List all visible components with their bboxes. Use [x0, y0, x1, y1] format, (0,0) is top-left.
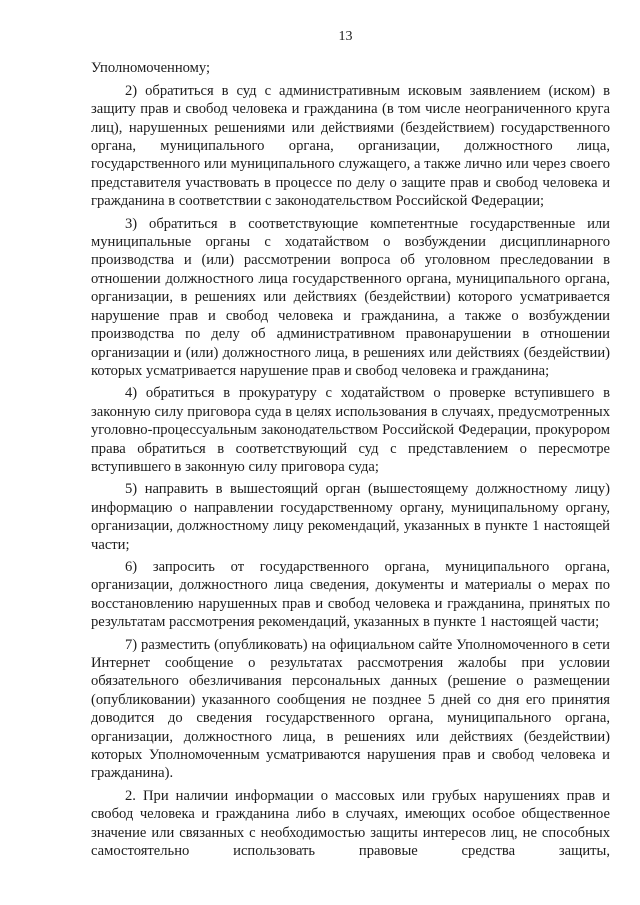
paragraph-continuation: Уполномоченному; — [91, 60, 211, 77]
paragraph-item-3: 3) обратиться в соответствующие компетентные государственные или муниципальные органы с ходатайством о возбуждении дисциплинарного производства и (или) рассмотрении вопроса об уголовном преследовании в отношении должностного лица государственного органа, муниципального органа, организации, в решениях или действиях (бездействии) которого усматривается нарушение прав и свобод человека и гражданина, а также о возбуждении производства по делу об административном правонарушении в отношении организации и (или) должностного лица, в решениях или действиях (бездействии) которых усматривается нарушение прав и свобод человека и гражданина; — [91, 215, 610, 379]
paragraph-item-4: 4) обратиться в прокуратуру с ходатайством о проверке вступившего в законную силу приговора суда в целях использования в случаях, предусмотренных уголовно-процессуальным законодательством Российской Федерации, прокурором права обратиться в соответствующий суд с представлением о пересмотре вступившего в законную силу приговора суда; — [91, 385, 610, 475]
paragraph-item-7: 7) разместить (опубликовать) на официальном сайте Уполномоченного в сети Интернет сообщение о результатах рассмотрения жалобы при условии обязательного обезличивания персональных данных (решение о размещении (опубликовании) указанного сообщения не позднее 5 дней со дня его принятия доводится до сведения государственного органа, муниципального органа, организации, должностного лица, в решениях или действиях (бездействии) которых Уполномоченным усматриваются нарушения прав и свобод человека и гражданина). — [91, 636, 610, 782]
paragraph-item-5: 5) направить в вышестоящий орган (вышестоящему должностному лицу) информацию о направлении государственному органу, муниципальному органу, организации, должностному лицу рекомендаций, указанных в пункте 1 настоящей части; — [91, 481, 610, 553]
page-number: 13 — [338, 29, 353, 44]
paragraph-item-2: 2) обратиться в суд с административным исковым заявлением (иском) в защиту прав и свобод человека и гражданина (в том числе неограниченного круга лиц), нарушенных решениями или действиями (бездействием) государственного органа, муниципального органа, организации, должностного лица, государственного или муниципального служащего, а также лично или через своего представителя участвовать в процессе по делу о защите прав и свобод человека и гражданина в соответствии с законодательством Российской Федерации; — [91, 82, 610, 210]
paragraph-item-6: 6) запросить от государственного органа, муниципального органа, организации, должностного лица сведения, документы и материалы о мерах по восстановлению нарушенных прав и свобод человека и гражданина, принятых по результатам рассмотрения рекомендаций, указанных в пункте 1 настоящей части; — [91, 558, 610, 631]
paragraph-part-2: 2. При наличии информации о массовых или грубых нарушениях прав и свобод человека и гражданина либо в случаях, имеющих особое общественное значение или связанных с необходимостью защиты интересов лиц, не способных самостоятельно использовать правовые средства защиты, — [91, 787, 610, 860]
